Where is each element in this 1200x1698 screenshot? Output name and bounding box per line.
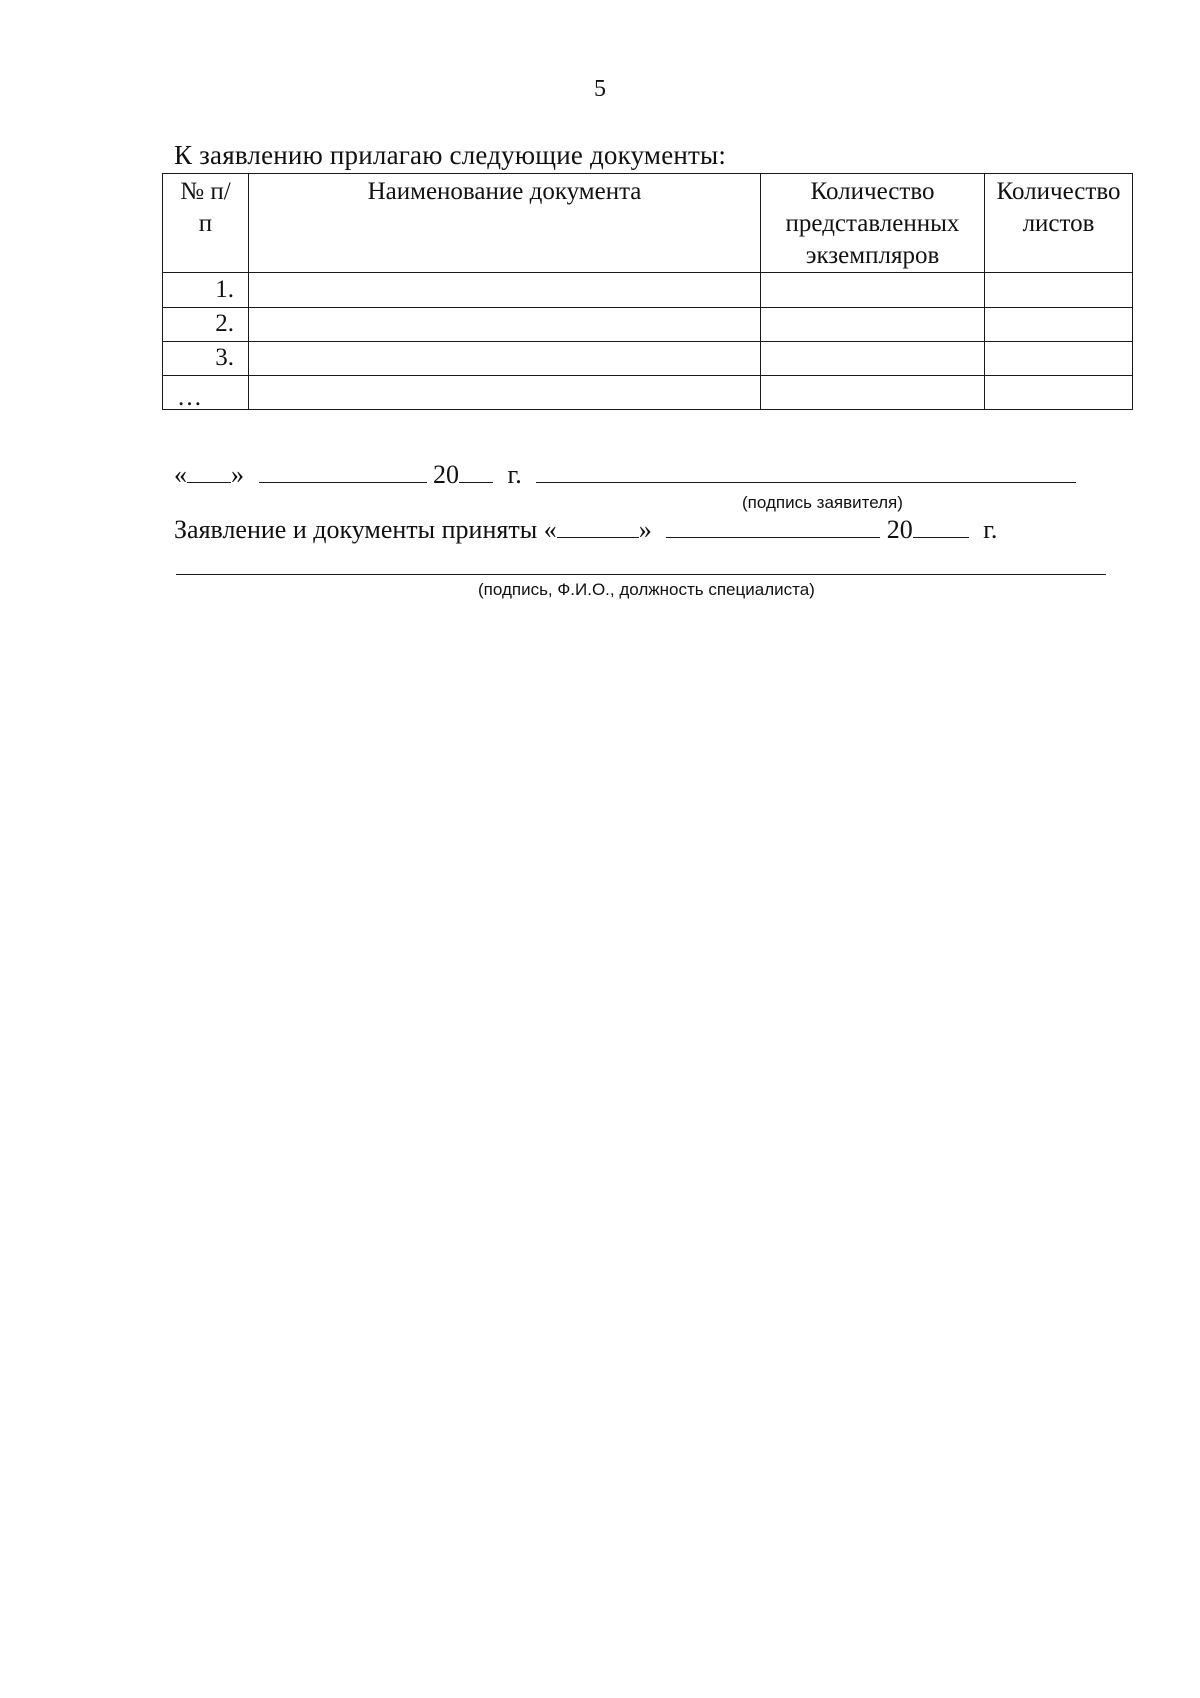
sheets-cell[interactable]: [985, 375, 1133, 409]
applicant-signature-blank[interactable]: [536, 460, 1076, 483]
table-row: [163, 341, 1133, 375]
header-copies-count: Количество представленных экземпляров: [761, 174, 985, 273]
accepted-month-blank[interactable]: [666, 515, 880, 538]
documents-table: [162, 173, 1133, 410]
applicant-signature-caption: (подпись заявителя): [742, 493, 903, 512]
header-document-name: Наименование документа: [249, 174, 761, 273]
sheets-cell[interactable]: [985, 307, 1133, 341]
specialist-signature-line[interactable]: [176, 574, 1106, 575]
accepted-date-line: Заявление и документы приняты « » 20 г.: [174, 515, 998, 544]
specialist-signature-caption: (подпись, Ф.И.О., должность специалиста): [478, 580, 815, 599]
row-number: …: [163, 375, 249, 409]
table-header-row: [163, 174, 1133, 273]
copies-cell[interactable]: [761, 273, 985, 307]
page-number: 5: [594, 76, 606, 102]
document-name-cell[interactable]: [249, 375, 761, 409]
month-blank[interactable]: [259, 460, 427, 483]
day-blank[interactable]: [187, 460, 231, 483]
header-number: № п/п: [163, 174, 249, 273]
accepted-label: Заявление и документы приняты: [174, 515, 538, 544]
attachments-intro: К заявлению прилагаю следующие документы:: [174, 140, 727, 170]
row-number: 1.: [163, 273, 249, 307]
copies-cell[interactable]: [761, 341, 985, 375]
accepted-day-blank[interactable]: [557, 515, 639, 538]
row-number: 2.: [163, 307, 249, 341]
table-row: [163, 307, 1133, 341]
document-name-cell[interactable]: [249, 273, 761, 307]
row-number: 3.: [163, 341, 249, 375]
table-row: [163, 375, 1133, 409]
sheets-cell[interactable]: [985, 273, 1133, 307]
copies-cell[interactable]: [761, 307, 985, 341]
sheets-cell[interactable]: [985, 341, 1133, 375]
copies-cell[interactable]: [761, 375, 985, 409]
header-sheets-count: Количество листов: [985, 174, 1133, 273]
document-name-cell[interactable]: [249, 307, 761, 341]
table-row: [163, 273, 1133, 307]
accepted-year-blank[interactable]: [913, 515, 969, 538]
document-name-cell[interactable]: [249, 341, 761, 375]
year-blank[interactable]: [459, 460, 493, 483]
applicant-date-line: « » 20 г.: [174, 460, 1076, 490]
